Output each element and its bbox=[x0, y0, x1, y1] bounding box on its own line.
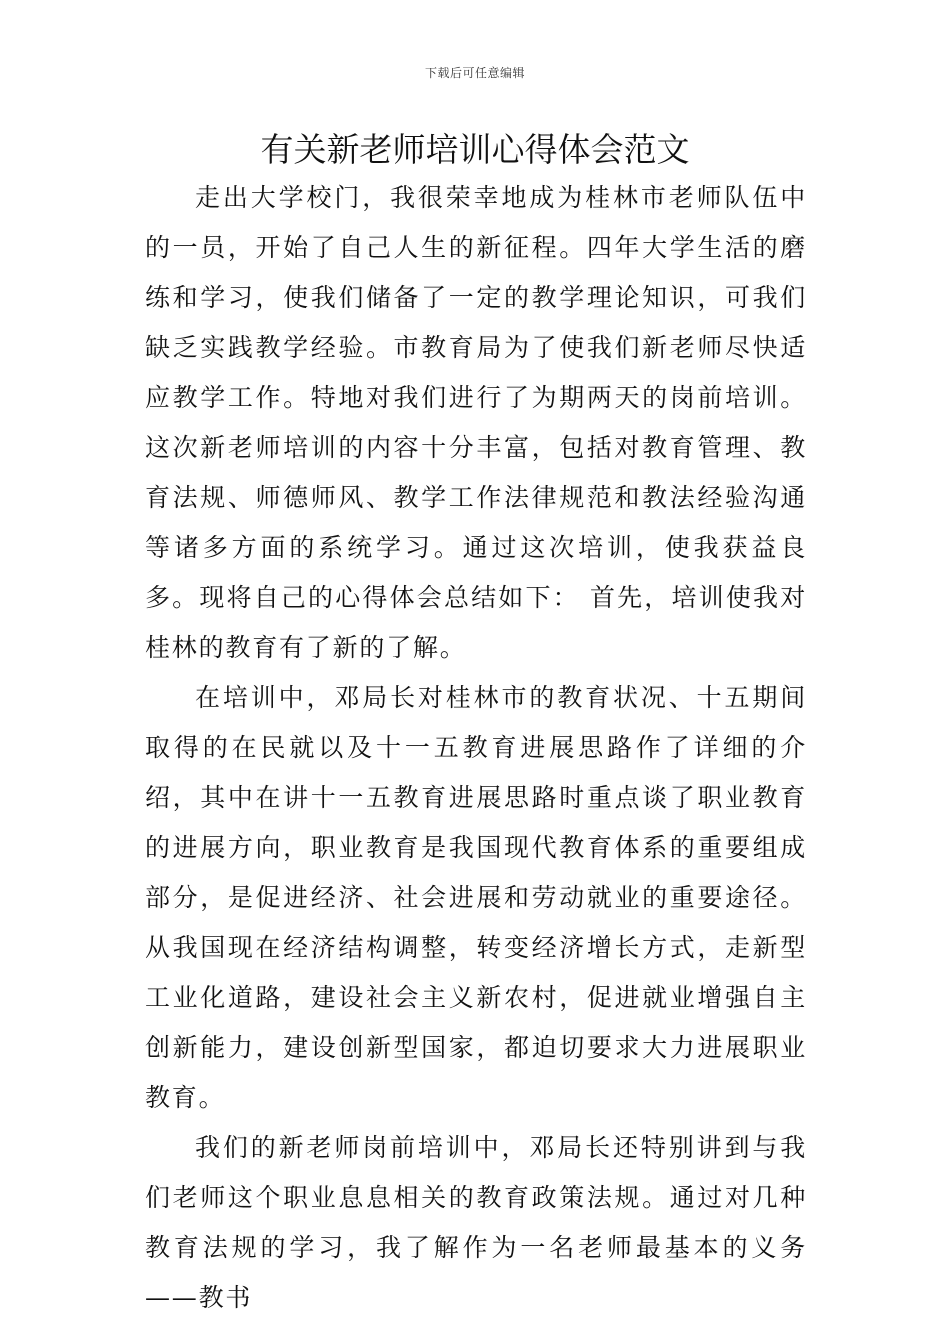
document-title: 有关新老师培训心得体会范文 bbox=[260, 130, 690, 169]
paragraph-2: 在培训中，邓局长对桂林市的教育状况、十五期间取得的在民就以及十一五教育进展思路作了详细的介绍，其中在讲十一五教育进展思路时重点谈了职业教育的进展方向，职业教育是我国现代教育体系的重要组成部分，是促进经济、社会进展和劳动就业的重要途径。从我国现在经济结构调整，转变经济增长方式，走新型工业化道路，建设社会主义新农村，促进就业增强自主创新能力，建设创新型国家，都迫切要求大力进展职业教育。 bbox=[145, 683, 807, 1112]
header-note: 下载后可任意编辑 bbox=[424, 66, 525, 80]
paragraph-1: 走出大学校门，我很荣幸地成为桂林市老师队伍中的一员，开始了自己人生的新征程。四年大学生活的磨练和学习，使我们储备了一定的教学理论知识，可我们缺乏实践教学经验。市教育局为了使我们新老师尽快适应教学工作。特地对我们进行了为期两天的岗前培训。这次新老师培训的内容十分丰富，包括对教育管理、教育法规、师德师风、教学工作法律规范和教法经验沟通等诸多方面的系统学习。通过这次培训，使我获益良多。现将自己的心得体会总结如下： 首先，培训使我对桂林的教育有了新的了解。 bbox=[145, 183, 807, 662]
paragraph-3: 我们的新老师岗前培训中，邓局长还特别讲到与我们老师这个职业息息相关的教育政策法规。通过对几种教育法规的学习，我了解作为一名老师最基本的义务——教书 bbox=[145, 1133, 807, 1312]
document-body bbox=[145, 173, 807, 1323]
